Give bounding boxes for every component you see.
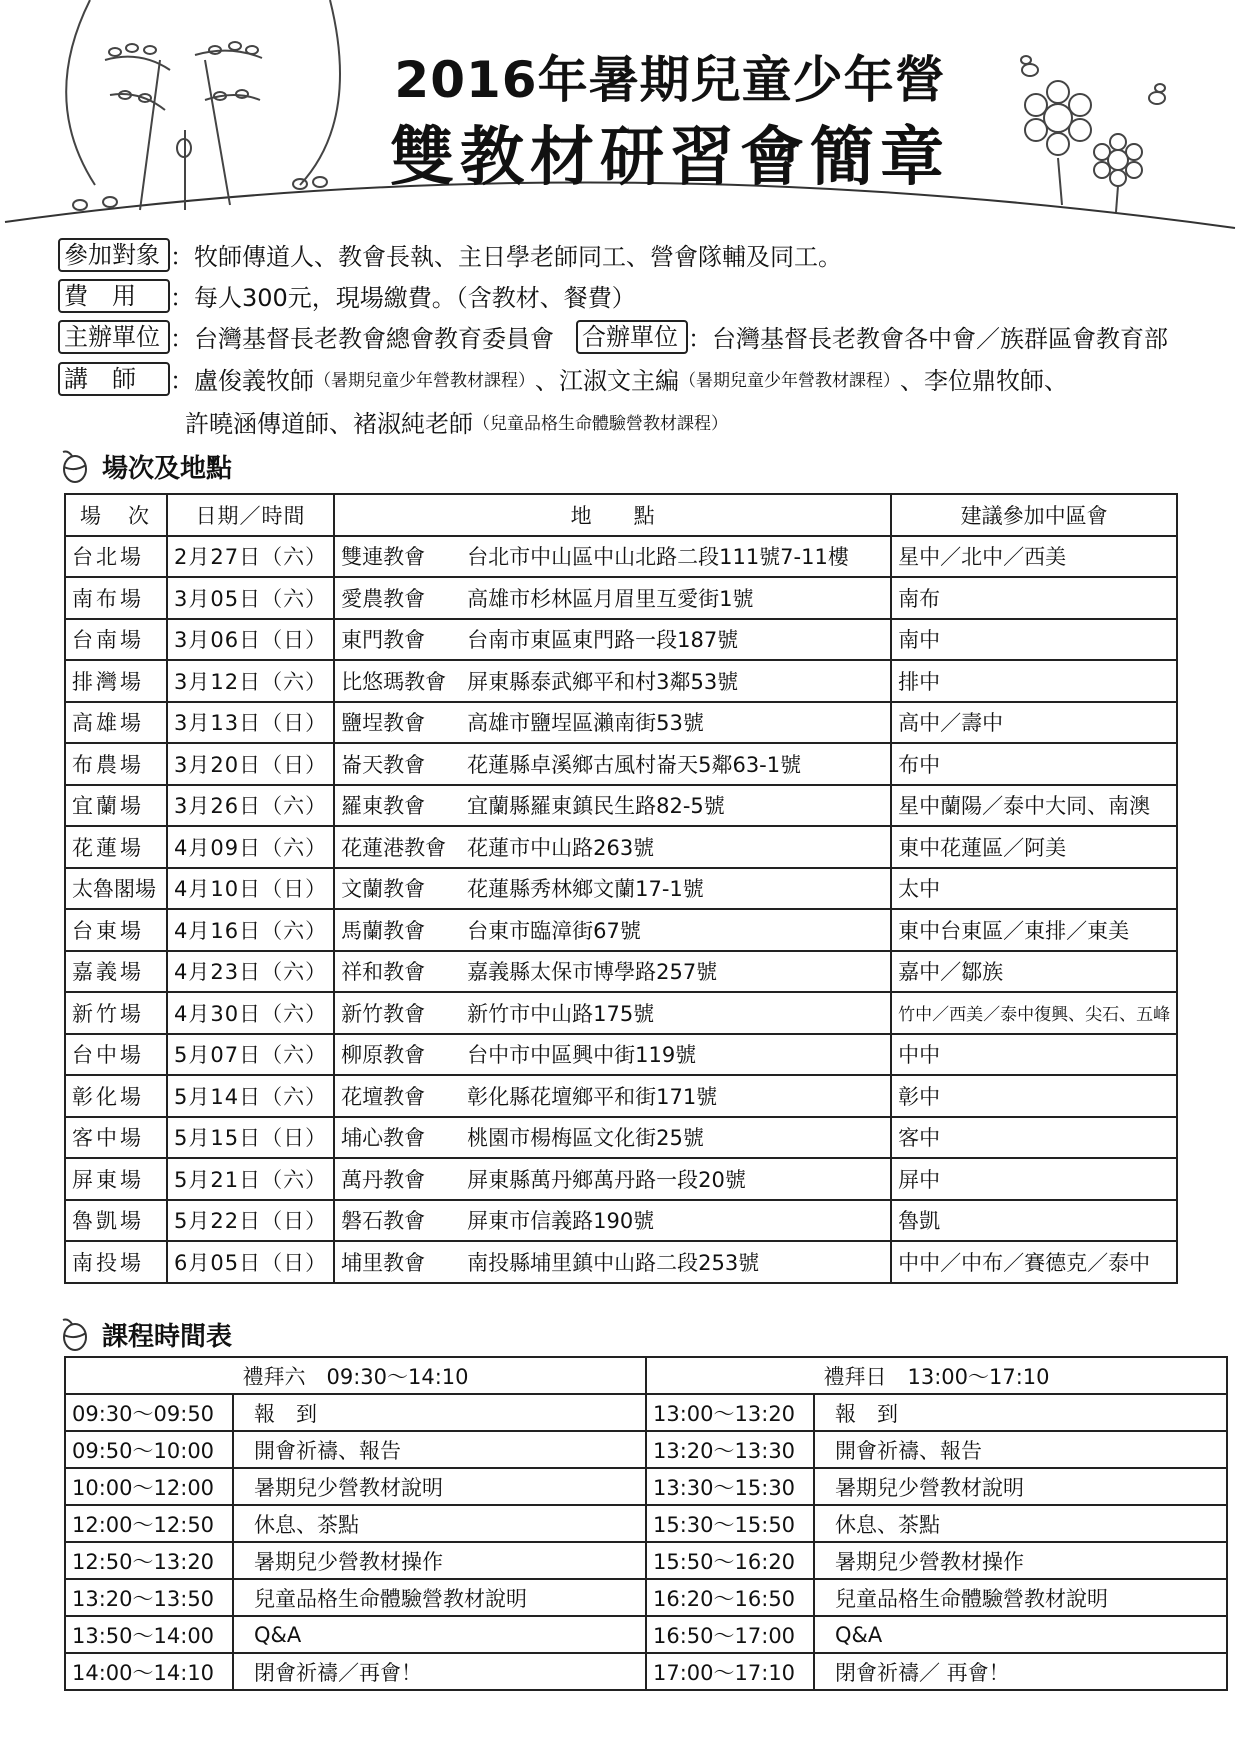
venue-date: 3月26日（六） — [167, 785, 334, 827]
sunday-item: Q&A — [814, 1616, 1227, 1653]
info-speaker — [58, 361, 1068, 396]
sunday-item: 報 到 — [814, 1394, 1227, 1431]
venue-name: 花蓮場 — [65, 826, 167, 868]
venue-date: 2月27日（六） — [167, 536, 334, 578]
venue-row — [65, 785, 1177, 827]
sunday-time: 15:30～15:50 — [646, 1505, 814, 1542]
venue-row — [65, 536, 1177, 578]
title-line-2: 雙教材研習會簡章 — [390, 121, 950, 195]
info-audience — [58, 237, 842, 272]
venue-address: 新竹市中山路175號 — [467, 1001, 655, 1026]
speaker-1-note: （暑期兒童少年營教材課程） — [314, 371, 535, 391]
venue-place — [334, 1241, 891, 1283]
venue-row — [65, 1158, 1177, 1200]
venue-date: 5月14日（六） — [167, 1075, 334, 1117]
venue-row — [65, 619, 1177, 661]
speaker-4-note: （兒童品格生命體驗營教材課程） — [473, 414, 728, 434]
venue-header-name: 場 次 — [65, 494, 167, 536]
schedule-row — [65, 1542, 1227, 1579]
venue-name: 新竹場 — [65, 992, 167, 1034]
venue-region: 客中 — [891, 1117, 1177, 1159]
venue-region: 彰中 — [891, 1075, 1177, 1117]
venue-date: 4月16日（六） — [167, 909, 334, 951]
venue-address: 花蓮市中山路263號 — [467, 835, 655, 860]
venue-place — [334, 743, 891, 785]
coorganizer-text: ：台灣基督長老教會各中會／族群區會教育部 — [688, 325, 1168, 353]
saturday-item: 報 到 — [233, 1394, 646, 1431]
venue-church: 羅東教會 — [341, 794, 426, 819]
venue-church: 比悠瑪教會 — [341, 669, 447, 694]
saturday-item: 閉會祈禱／再會！ — [233, 1653, 646, 1690]
venue-address: 高雄市鹽埕區瀨南街53號 — [467, 711, 704, 736]
venue-header-row — [65, 494, 1177, 536]
venues-section-heading — [60, 448, 232, 485]
saturday-item: Q&A — [233, 1616, 646, 1653]
venue-place — [334, 826, 891, 868]
venue-address: 花蓮縣卓溪鄉古風村崙天5鄰63-1號 — [467, 752, 802, 777]
audience-text: ：牧師傳道人、教會長執、主日學老師同工、營會隊輔及同工。 — [170, 243, 842, 271]
coorganizer-label: 合辦單位 — [576, 320, 688, 354]
venue-row — [65, 660, 1177, 702]
schedule-row — [65, 1653, 1227, 1690]
venue-date: 3月13日（日） — [167, 702, 334, 744]
venue-church: 馬蘭教會 — [341, 918, 426, 943]
speaker-1: ：盧俊義牧師 — [170, 367, 314, 395]
sunday-item: 暑期兒少營教材操作 — [814, 1542, 1227, 1579]
venue-row — [65, 743, 1177, 785]
venue-row — [65, 1117, 1177, 1159]
tree-illustration-icon — [66, 0, 340, 210]
venue-place — [334, 868, 891, 910]
venue-date: 5月07日（六） — [167, 1034, 334, 1076]
venue-address: 嘉義縣太保市博學路257號 — [467, 960, 718, 985]
schedule-row — [65, 1505, 1227, 1542]
venue-church: 雙連教會 — [341, 545, 426, 570]
sunday-time: 13:20～13:30 — [646, 1431, 814, 1468]
venues-section-title: 場次及地點 — [102, 454, 233, 484]
info-fee — [58, 278, 636, 313]
venue-address: 屏東縣泰武鄉平和村3鄰53號 — [467, 669, 739, 694]
venue-address: 宜蘭縣羅東鎮民生路82-5號 — [467, 794, 725, 819]
venue-church: 文蘭教會 — [341, 877, 426, 902]
venue-address: 花蓮縣秀林鄉文蘭17-1號 — [467, 877, 704, 902]
venue-name: 台南場 — [65, 619, 167, 661]
venue-name: 屏東場 — [65, 1158, 167, 1200]
venue-church: 埔心教會 — [341, 1126, 426, 1151]
schedule-header-saturday: 禮拜六 09:30～14:10 — [65, 1357, 646, 1394]
venue-name: 嘉義場 — [65, 951, 167, 993]
speaker-label: 講 師 — [58, 362, 170, 396]
venue-place — [334, 992, 891, 1034]
venue-name: 太魯閣場 — [65, 868, 167, 910]
schedule-row — [65, 1431, 1227, 1468]
venue-region: 東中台東區／東排／東美 — [891, 909, 1177, 951]
venue-address: 屏東縣萬丹鄉萬丹路一段20號 — [467, 1167, 746, 1192]
venue-name: 台東場 — [65, 909, 167, 951]
speaker-2-note: （暑期兒童少年營教材課程） — [679, 371, 900, 391]
venue-place — [334, 660, 891, 702]
venue-place — [334, 702, 891, 744]
venue-region: 高中／壽中 — [891, 702, 1177, 744]
venue-row — [65, 909, 1177, 951]
saturday-item: 休息、茶點 — [233, 1505, 646, 1542]
venue-address: 高雄市杉林區月眉里互愛街1號 — [467, 586, 754, 611]
venue-name: 高雄場 — [65, 702, 167, 744]
schedule-row — [65, 1468, 1227, 1505]
venue-name: 彰化場 — [65, 1075, 167, 1117]
sunday-time: 16:20～16:50 — [646, 1579, 814, 1616]
venue-name: 南投場 — [65, 1241, 167, 1283]
saturday-time: 09:30～09:50 — [65, 1394, 233, 1431]
saturday-item: 暑期兒少營教材操作 — [233, 1542, 646, 1579]
saturday-item: 暑期兒少營教材說明 — [233, 1468, 646, 1505]
sunday-item: 休息、茶點 — [814, 1505, 1227, 1542]
info-speaker-cont — [185, 404, 728, 439]
venue-row — [65, 1075, 1177, 1117]
venue-place — [334, 1117, 891, 1159]
venue-address: 台東市臨漳街67號 — [467, 918, 641, 943]
venue-date: 6月05日（日） — [167, 1241, 334, 1283]
flower-illustration-icon — [1025, 81, 1142, 212]
venue-place — [334, 619, 891, 661]
saturday-item: 兒童品格生命體驗營教材說明 — [233, 1579, 646, 1616]
venue-place — [334, 951, 891, 993]
venue-place — [334, 577, 891, 619]
venue-region: 竹中／西美／泰中復興、尖石、五峰 — [891, 992, 1177, 1034]
venue-church: 柳原教會 — [341, 1043, 426, 1068]
venue-region: 中中 — [891, 1034, 1177, 1076]
venue-church: 花蓮港教會 — [341, 835, 447, 860]
venue-region: 南中 — [891, 619, 1177, 661]
venue-address: 台中市中區興中街119號 — [467, 1043, 697, 1068]
venue-date: 5月15日（日） — [167, 1117, 334, 1159]
audience-label: 參加對象 — [58, 238, 170, 272]
title-line-1: 2016年暑期兒童少年營 — [394, 51, 946, 109]
venue-region: 排中 — [891, 660, 1177, 702]
venue-region: 魯凱 — [891, 1200, 1177, 1242]
venue-region: 屏中 — [891, 1158, 1177, 1200]
venue-date: 3月05日（六） — [167, 577, 334, 619]
venue-date: 4月23日（六） — [167, 951, 334, 993]
venue-date: 3月20日（日） — [167, 743, 334, 785]
schedule-section-title: 課程時間表 — [102, 1322, 233, 1352]
venue-church: 鹽埕教會 — [341, 711, 426, 736]
schedule-table — [64, 1356, 1228, 1691]
speaker-3: 、李位鼎牧師、 — [900, 367, 1068, 395]
venue-place — [334, 1158, 891, 1200]
venue-region: 布中 — [891, 743, 1177, 785]
venue-place — [334, 1075, 891, 1117]
speaker-2: 、江淑文主編 — [535, 367, 679, 395]
venue-church: 埔里教會 — [341, 1250, 426, 1275]
schedule-section-heading — [60, 1316, 232, 1353]
schedule-header-row — [65, 1357, 1227, 1394]
venue-place — [334, 536, 891, 578]
venue-row — [65, 577, 1177, 619]
saturday-time: 13:20～13:50 — [65, 1579, 233, 1616]
venue-date: 4月09日（六） — [167, 826, 334, 868]
venue-region: 星中蘭陽／泰中大同、南澳 — [891, 785, 1177, 827]
venue-row — [65, 826, 1177, 868]
fee-text: ：每人300元，現場繳費。（含教材、餐費） — [170, 284, 636, 312]
info-organizer — [58, 319, 1168, 354]
venue-name: 客中場 — [65, 1117, 167, 1159]
venue-date: 3月06日（日） — [167, 619, 334, 661]
venue-place — [334, 1034, 891, 1076]
venue-name: 台中場 — [65, 1034, 167, 1076]
venue-region: 南布 — [891, 577, 1177, 619]
venue-address: 彰化縣花壇鄉平和街171號 — [467, 1084, 718, 1109]
mouse-bullet-icon — [60, 1318, 90, 1352]
saturday-time: 12:50～13:20 — [65, 1542, 233, 1579]
venue-place — [334, 909, 891, 951]
venue-name: 台北場 — [65, 536, 167, 578]
venue-row — [65, 992, 1177, 1034]
sunday-time: 13:30～15:30 — [646, 1468, 814, 1505]
venue-address: 台北市中山區中山北路二段111號7-11樓 — [467, 545, 849, 570]
venue-row — [65, 1034, 1177, 1076]
venue-date: 5月22日（日） — [167, 1200, 334, 1242]
sunday-item: 閉會祈禱／ 再會！ — [814, 1653, 1227, 1690]
venue-date: 4月10日（日） — [167, 868, 334, 910]
venue-church: 東門教會 — [341, 628, 426, 653]
venue-place — [334, 785, 891, 827]
venue-church: 花壇教會 — [341, 1084, 426, 1109]
sunday-item: 暑期兒少營教材說明 — [814, 1468, 1227, 1505]
venue-table — [64, 493, 1178, 1284]
venue-row — [65, 702, 1177, 744]
saturday-time: 12:00～12:50 — [65, 1505, 233, 1542]
schedule-row — [65, 1616, 1227, 1653]
schedule-header-sunday: 禮拜日 13:00～17:10 — [646, 1357, 1227, 1394]
schedule-row — [65, 1579, 1227, 1616]
saturday-time: 09:50～10:00 — [65, 1431, 233, 1468]
venue-address: 屏東市信義路190號 — [467, 1209, 655, 1234]
venue-address: 台南市東區東門路一段187號 — [467, 628, 739, 653]
fee-label: 費 用 — [58, 279, 170, 313]
venue-date: 5月21日（六） — [167, 1158, 334, 1200]
venue-row — [65, 951, 1177, 993]
saturday-time: 14:00～14:10 — [65, 1653, 233, 1690]
venue-region: 中中／中布／賽德克／泰中 — [891, 1241, 1177, 1283]
sunday-time: 13:00～13:20 — [646, 1394, 814, 1431]
venue-date: 4月30日（六） — [167, 992, 334, 1034]
venue-region: 太中 — [891, 868, 1177, 910]
venue-church: 萬丹教會 — [341, 1167, 426, 1192]
sunday-time: 15:50～16:20 — [646, 1542, 814, 1579]
organizer-text: ：台灣基督長老教會總會教育委員會 — [170, 325, 554, 353]
venue-name: 魯凱場 — [65, 1200, 167, 1242]
venue-row — [65, 868, 1177, 910]
organizer-label: 主辦單位 — [58, 320, 170, 354]
venue-row — [65, 1200, 1177, 1242]
venue-address: 桃園市楊梅區文化街25號 — [467, 1126, 704, 1151]
sunday-item: 兒童品格生命體驗營教材說明 — [814, 1579, 1227, 1616]
saturday-item: 開會祈禱、報告 — [233, 1431, 646, 1468]
venue-name: 布農場 — [65, 743, 167, 785]
saturday-time: 10:00～12:00 — [65, 1468, 233, 1505]
schedule-row — [65, 1394, 1227, 1431]
speaker-4: 許曉涵傳道師、褚淑純老師 — [185, 410, 473, 438]
venue-address: 南投縣埔里鎮中山路二段253號 — [467, 1250, 760, 1275]
venue-header-place: 地 點 — [334, 494, 891, 536]
venue-church: 崙天教會 — [341, 752, 426, 777]
venue-name: 排灣場 — [65, 660, 167, 702]
venue-place — [334, 1200, 891, 1242]
venue-row — [65, 1241, 1177, 1283]
venue-region: 東中花蓮區／阿美 — [891, 826, 1177, 868]
venue-region: 嘉中／鄒族 — [891, 951, 1177, 993]
sunday-time: 17:00～17:10 — [646, 1653, 814, 1690]
venue-name: 宜蘭場 — [65, 785, 167, 827]
venue-church: 愛農教會 — [341, 586, 426, 611]
venue-church: 祥和教會 — [341, 960, 426, 985]
venue-church: 磐石教會 — [341, 1209, 426, 1234]
saturday-time: 13:50～14:00 — [65, 1616, 233, 1653]
venue-header-region: 建議參加中區會 — [891, 494, 1177, 536]
mouse-bullet-icon — [60, 450, 90, 484]
venue-date: 3月12日（六） — [167, 660, 334, 702]
sunday-time: 16:50～17:00 — [646, 1616, 814, 1653]
sunday-item: 開會祈禱、報告 — [814, 1431, 1227, 1468]
venue-header-date: 日期／時間 — [167, 494, 334, 536]
venue-name: 南布場 — [65, 577, 167, 619]
venue-church: 新竹教會 — [341, 1001, 426, 1026]
venue-region: 星中／北中／西美 — [891, 536, 1177, 578]
